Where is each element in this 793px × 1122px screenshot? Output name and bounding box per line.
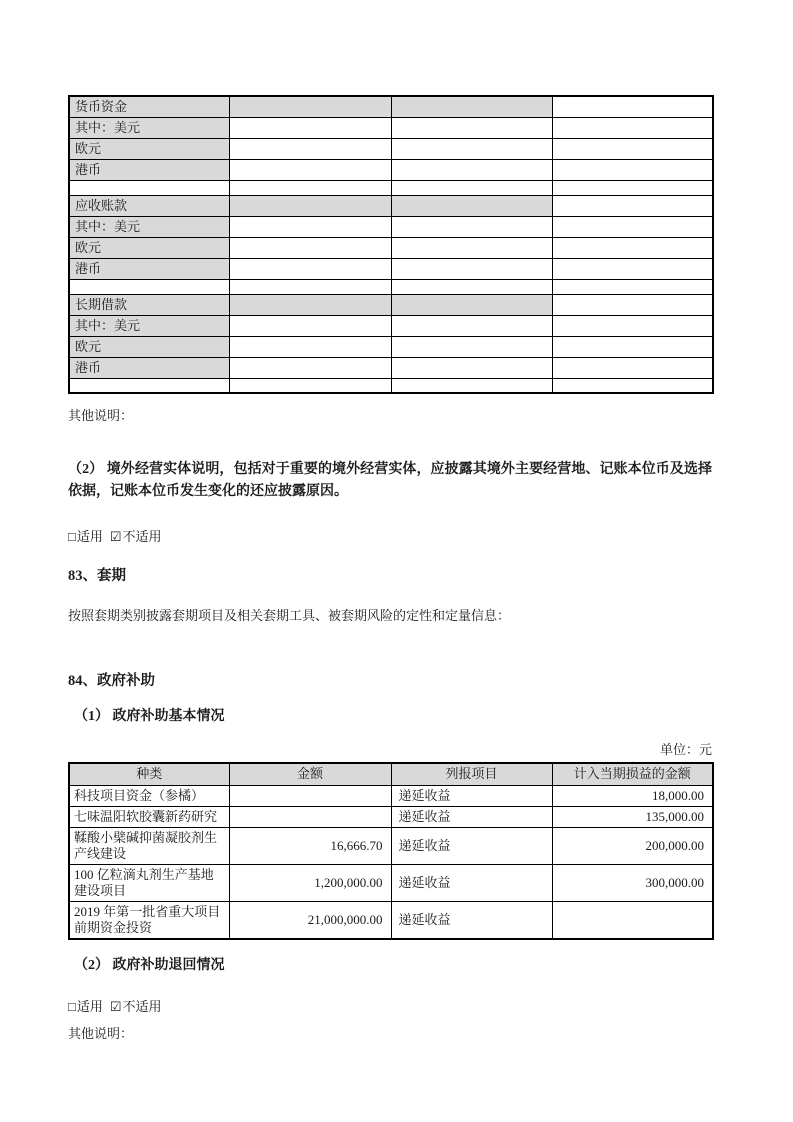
row-label-usd: 其中：美元 (69, 117, 229, 138)
value-cell (391, 315, 552, 336)
table-row (69, 117, 713, 138)
row-label-hkd: 港币 (69, 159, 229, 180)
subsidy-type: 科技项目资金（参橘） (69, 785, 229, 806)
amount-in-profit: 200,000.00 (552, 827, 713, 864)
presentation-item: 递延收益 (391, 864, 552, 901)
row-label-usd: 其中：美元 (69, 315, 229, 336)
row-label-hkd: 港币 (69, 357, 229, 378)
value-cell (552, 294, 713, 315)
presentation-item: 递延收益 (391, 785, 552, 806)
value-cell (552, 357, 713, 378)
applicable-option (68, 999, 103, 1014)
table-header-row (69, 763, 713, 785)
foreign-currency-table (68, 95, 714, 394)
value-cell (391, 237, 552, 258)
row-label-hkd: 港币 (69, 258, 229, 279)
table-row (69, 96, 713, 117)
value-cell (229, 195, 391, 216)
section-84-heading: 84、政府补助 (68, 673, 155, 689)
value-cell (552, 315, 713, 336)
other-notes-label: 其他说明： (68, 408, 134, 423)
value-cell (391, 258, 552, 279)
value-cell (552, 180, 713, 195)
value-cell (229, 357, 391, 378)
subsection-1-heading: （1） 政府补助基本情况 (74, 709, 225, 724)
value-cell (229, 138, 391, 159)
value-cell (69, 279, 229, 294)
value-cell (552, 378, 713, 393)
subsidy-type: 七味温阳软胶囊新药研究 (69, 806, 229, 827)
value-cell (69, 378, 229, 393)
table-row (69, 294, 713, 315)
column-header-presentation-item: 列报项目 (391, 763, 552, 785)
row-label-accounts-receivable: 应收账款 (69, 195, 229, 216)
value-cell (229, 216, 391, 237)
amount-in-profit: 18,000.00 (552, 785, 713, 806)
value-cell (391, 117, 552, 138)
amount-in-profit: 300,000.00 (552, 864, 713, 901)
table-row (69, 864, 713, 901)
column-header-amount-in-profit: 计入当期损益的金额 (552, 763, 713, 785)
value-cell (552, 159, 713, 180)
value-cell (391, 138, 552, 159)
unit-label: 单位：元 (659, 742, 712, 757)
applicable-label: 适用 (76, 998, 103, 1014)
table-row-empty (69, 378, 713, 393)
subsection-2-heading: （2） 政府补助退回情况 (74, 957, 225, 973)
value-cell (391, 180, 552, 195)
value-cell (391, 357, 552, 378)
table-row (69, 237, 713, 258)
value-cell (391, 96, 552, 117)
row-label-long-term-loans: 长期借款 (69, 294, 229, 315)
applicable-label: 适用 (76, 529, 103, 544)
row-label-eur: 欧元 (69, 336, 229, 357)
table-row (69, 901, 713, 939)
value-cell (552, 279, 713, 294)
value-cell (229, 159, 391, 180)
value-cell (69, 180, 229, 195)
not-applicable-option (110, 999, 162, 1014)
value-cell (552, 237, 713, 258)
government-subsidy-table (68, 762, 714, 940)
value-cell (229, 117, 391, 138)
table-row (69, 216, 713, 237)
section-83-description: 按照套期类别披露套期项目及相关套期工具、被套期风险的定性和定量信息： (68, 608, 511, 623)
value-cell (391, 159, 552, 180)
applicability-row (68, 998, 712, 1016)
table-row (69, 315, 713, 336)
table-row-empty (69, 279, 713, 294)
subsidy-type: 鞣酸小檗碱抑菌凝胶剂生产线建设 (69, 827, 229, 864)
not-applicable-option (110, 529, 162, 544)
other-notes-label: 其他说明： (68, 1025, 134, 1041)
value-cell (391, 378, 552, 393)
value-cell (552, 336, 713, 357)
value-cell (391, 216, 552, 237)
value-cell (552, 216, 713, 237)
subsidy-type: 100 亿粒滴丸剂生产基地建设项目 (69, 864, 229, 901)
value-cell (229, 237, 391, 258)
value-cell (229, 180, 391, 195)
value-cell (552, 117, 713, 138)
table-row (69, 827, 713, 864)
value-cell (229, 378, 391, 393)
applicability-row (68, 528, 712, 546)
subsidy-amount (229, 785, 391, 806)
table-row (69, 258, 713, 279)
table-row (69, 357, 713, 378)
value-cell (391, 336, 552, 357)
subsidy-amount: 1,200,000.00 (229, 864, 391, 901)
subsidy-amount (229, 806, 391, 827)
presentation-item: 递延收益 (391, 827, 552, 864)
table-row (69, 806, 713, 827)
not-applicable-label: 不适用 (122, 529, 162, 544)
value-cell (229, 294, 391, 315)
amount-in-profit: 135,000.00 (552, 806, 713, 827)
subsidy-amount: 16,666.70 (229, 827, 391, 864)
table-row-empty (69, 180, 713, 195)
value-cell (552, 258, 713, 279)
checkbox-unchecked-icon: □ (68, 529, 76, 544)
value-cell (229, 258, 391, 279)
checkbox-checked-icon: ☑ (109, 529, 122, 544)
row-label-monetary-funds: 货币资金 (69, 96, 229, 117)
value-cell (229, 336, 391, 357)
overseas-entity-note: （2） 境外经营实体说明，包括对于重要的境外经营实体，应披露其境外主要经营地、记账本位币及选择依据，记账本位币发生变化的还应披露原因。 (68, 462, 712, 499)
row-label-eur: 欧元 (69, 138, 229, 159)
value-cell (552, 195, 713, 216)
value-cell (391, 294, 552, 315)
checkbox-unchecked-icon: □ (68, 998, 76, 1014)
subsidy-type: 2019 年第一批省重大项目前期资金投资 (69, 901, 229, 939)
table-row (69, 159, 713, 180)
presentation-item: 递延收益 (391, 901, 552, 939)
column-header-type: 种类 (69, 763, 229, 785)
table-row (69, 336, 713, 357)
table-row (69, 138, 713, 159)
value-cell (229, 315, 391, 336)
value-cell (552, 96, 713, 117)
value-cell (229, 279, 391, 294)
row-label-eur: 欧元 (69, 237, 229, 258)
value-cell (229, 96, 391, 117)
applicable-option (68, 529, 103, 544)
row-label-usd: 其中：美元 (69, 216, 229, 237)
subsidy-amount: 21,000,000.00 (229, 901, 391, 939)
not-applicable-label: 不适用 (122, 998, 162, 1014)
value-cell (391, 279, 552, 294)
checkbox-checked-icon: ☑ (109, 998, 122, 1014)
column-header-amount: 金额 (229, 763, 391, 785)
amount-in-profit (552, 901, 713, 939)
table-row (69, 195, 713, 216)
value-cell (552, 138, 713, 159)
presentation-item: 递延收益 (391, 806, 552, 827)
table-row (69, 785, 713, 806)
value-cell (391, 195, 552, 216)
section-83-heading: 83、套期 (68, 568, 126, 584)
